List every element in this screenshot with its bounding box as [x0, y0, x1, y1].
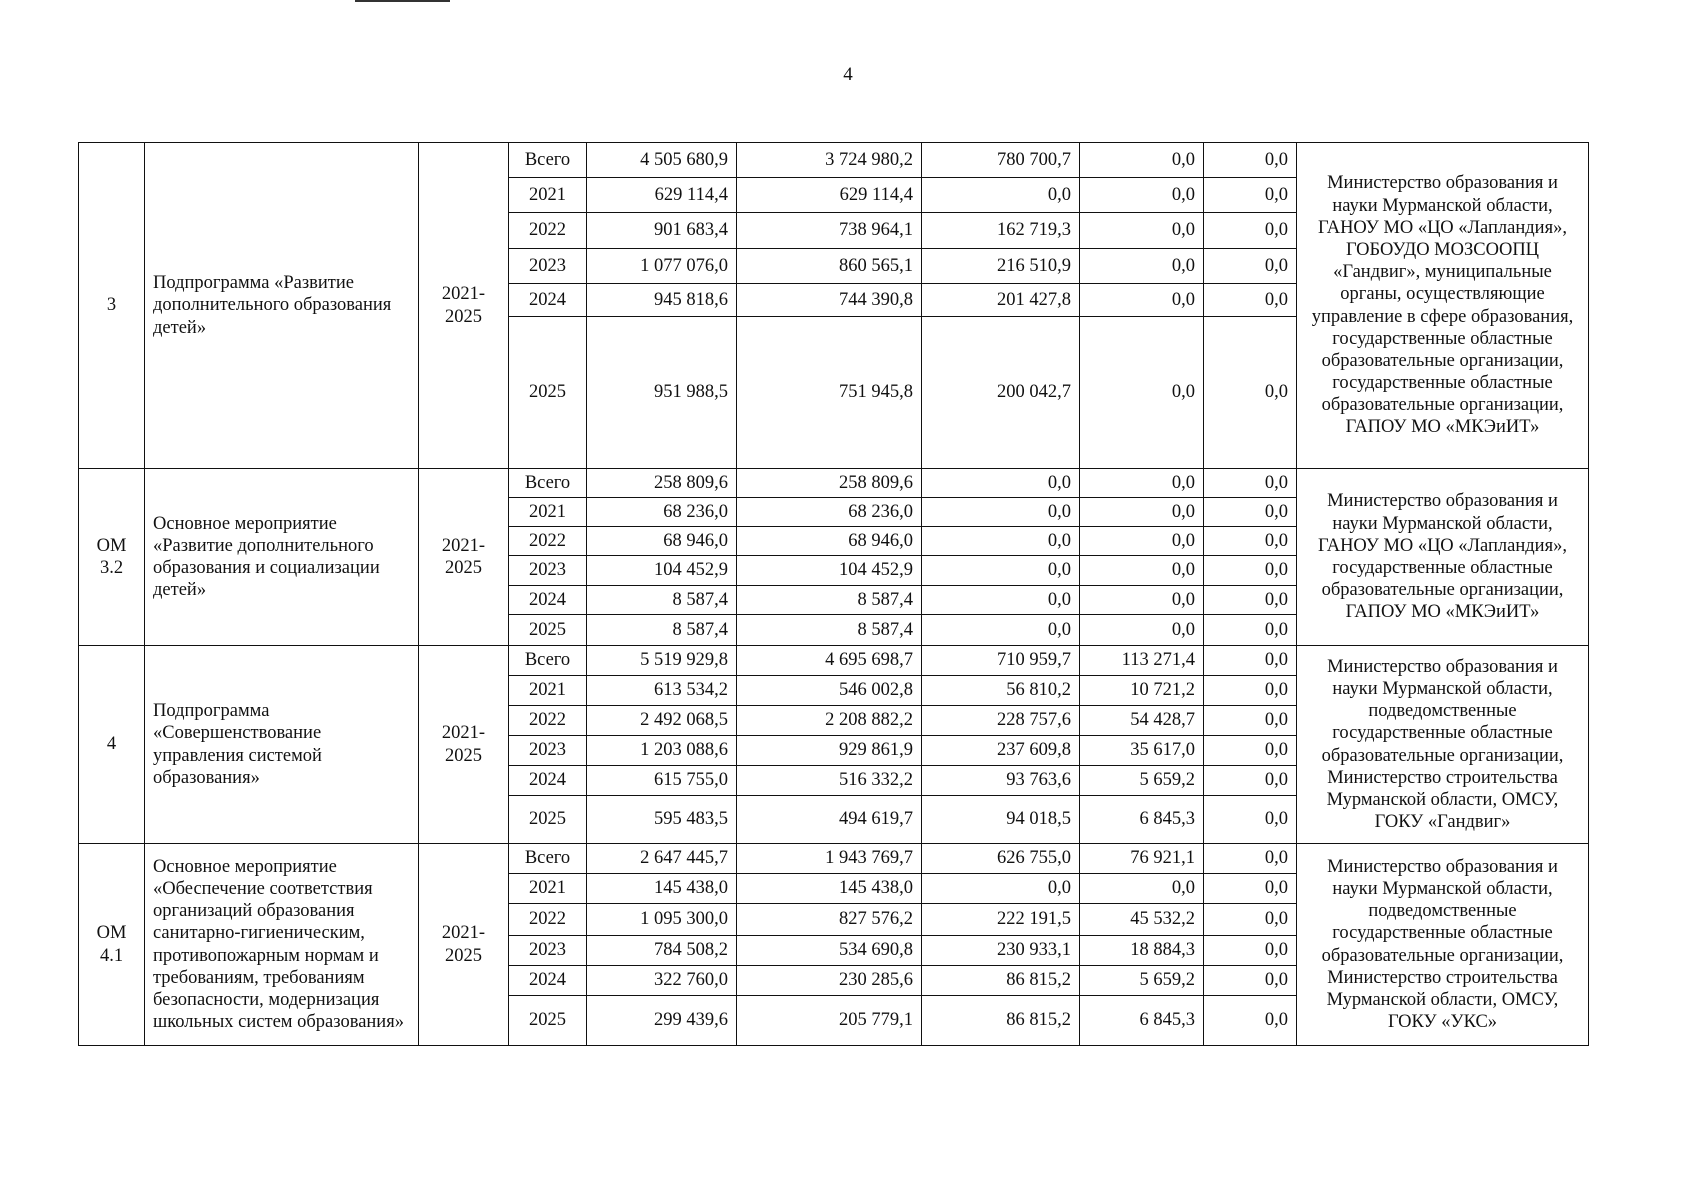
value-cell: 35 617,0 — [1080, 736, 1204, 766]
year-cell: 2025 — [509, 796, 587, 844]
value-cell: 0,0 — [1204, 706, 1297, 736]
year-cell: 2023 — [509, 736, 587, 766]
value-cell: 613 534,2 — [587, 676, 737, 706]
value-cell: 8 587,4 — [737, 615, 922, 646]
value-cell: 615 755,0 — [587, 766, 737, 796]
value-cell: 68 946,0 — [737, 527, 922, 556]
value-cell: 68 236,0 — [587, 498, 737, 527]
value-cell: 0,0 — [1080, 213, 1204, 249]
table-row — [79, 143, 1589, 178]
value-cell: 94 018,5 — [922, 796, 1080, 844]
year-cell: Всего — [509, 844, 587, 874]
value-cell: 6 845,3 — [1080, 796, 1204, 844]
program-name: Подпрограмма «Развитие дополнительного образования детей» — [145, 143, 419, 469]
value-cell: 299 439,6 — [587, 996, 737, 1046]
executor: Министерство образования и науки Мурманской области, ГАНОУ МО «ЦО «Лапландия», государственные областные образовательные организации, ГАПОУ МО «МКЭиИТ» — [1297, 469, 1589, 646]
value-cell: 5 519 929,8 — [587, 646, 737, 676]
value-cell: 0,0 — [1080, 469, 1204, 498]
program-name: Основное мероприятие «Обеспечение соответствия организаций образования санитарно-гигиеническим, противопожарным нормам и требованиям, требованиям безопасности, модернизация школьных систем образования» — [145, 844, 419, 1046]
value-cell: 258 809,6 — [737, 469, 922, 498]
year-cell: Всего — [509, 143, 587, 178]
value-cell: 546 002,8 — [737, 676, 922, 706]
value-cell: 0,0 — [922, 498, 1080, 527]
value-cell: 0,0 — [1080, 615, 1204, 646]
value-cell: 2 647 445,7 — [587, 844, 737, 874]
year-cell: 2025 — [509, 317, 587, 469]
value-cell: 0,0 — [922, 556, 1080, 586]
value-cell: 945 818,6 — [587, 284, 737, 317]
page-number: 4 — [843, 64, 853, 85]
value-cell: 237 609,8 — [922, 736, 1080, 766]
period: 2021-2025 — [419, 143, 509, 469]
table-row — [79, 469, 1589, 498]
value-cell: 0,0 — [1204, 676, 1297, 706]
value-cell: 0,0 — [1204, 796, 1297, 844]
value-cell: 56 810,2 — [922, 676, 1080, 706]
value-cell: 0,0 — [1080, 178, 1204, 213]
value-cell: 0,0 — [1204, 766, 1297, 796]
value-cell: 0,0 — [922, 874, 1080, 904]
value-cell: 0,0 — [922, 469, 1080, 498]
value-cell: 0,0 — [922, 586, 1080, 615]
row-number: 4 — [79, 646, 145, 844]
value-cell: 258 809,6 — [587, 469, 737, 498]
value-cell: 744 390,8 — [737, 284, 922, 317]
value-cell: 8 587,4 — [587, 615, 737, 646]
value-cell: 0,0 — [1080, 527, 1204, 556]
value-cell: 516 332,2 — [737, 766, 922, 796]
value-cell: 200 042,7 — [922, 317, 1080, 469]
year-cell: 2021 — [509, 676, 587, 706]
value-cell: 629 114,4 — [587, 178, 737, 213]
value-cell: 104 452,9 — [587, 556, 737, 586]
value-cell: 0,0 — [1204, 874, 1297, 904]
value-cell: 751 945,8 — [737, 317, 922, 469]
value-cell: 0,0 — [1080, 556, 1204, 586]
value-cell: 0,0 — [1204, 284, 1297, 317]
value-cell: 494 619,7 — [737, 796, 922, 844]
value-cell: 93 763,6 — [922, 766, 1080, 796]
value-cell: 0,0 — [1080, 284, 1204, 317]
value-cell: 738 964,1 — [737, 213, 922, 249]
period: 2021-2025 — [419, 844, 509, 1046]
row-number: 3 — [79, 143, 145, 469]
funding-table — [78, 142, 1589, 1046]
year-cell: Всего — [509, 646, 587, 676]
value-cell: 45 532,2 — [1080, 904, 1204, 936]
value-cell: 860 565,1 — [737, 249, 922, 284]
value-cell: 0,0 — [1204, 143, 1297, 178]
value-cell: 0,0 — [1204, 646, 1297, 676]
value-cell: 901 683,4 — [587, 213, 737, 249]
year-cell: 2024 — [509, 966, 587, 996]
value-cell: 780 700,7 — [922, 143, 1080, 178]
value-cell: 104 452,9 — [737, 556, 922, 586]
value-cell: 0,0 — [1204, 469, 1297, 498]
value-cell: 0,0 — [1080, 317, 1204, 469]
value-cell: 0,0 — [922, 527, 1080, 556]
value-cell: 534 690,8 — [737, 936, 922, 966]
period: 2021-2025 — [419, 646, 509, 844]
value-cell: 0,0 — [1080, 498, 1204, 527]
value-cell: 5 659,2 — [1080, 966, 1204, 996]
value-cell: 595 483,5 — [587, 796, 737, 844]
value-cell: 827 576,2 — [737, 904, 922, 936]
value-cell: 0,0 — [922, 178, 1080, 213]
value-cell: 230 285,6 — [737, 966, 922, 996]
table-row — [79, 844, 1589, 874]
value-cell: 0,0 — [1204, 498, 1297, 527]
year-cell: 2022 — [509, 904, 587, 936]
value-cell: 145 438,0 — [587, 874, 737, 904]
value-cell: 54 428,7 — [1080, 706, 1204, 736]
table-body — [79, 143, 1589, 1046]
value-cell: 8 587,4 — [587, 586, 737, 615]
value-cell: 1 203 088,6 — [587, 736, 737, 766]
value-cell: 0,0 — [922, 615, 1080, 646]
value-cell: 1 095 300,0 — [587, 904, 737, 936]
value-cell: 0,0 — [1204, 966, 1297, 996]
value-cell: 18 884,3 — [1080, 936, 1204, 966]
value-cell: 230 933,1 — [922, 936, 1080, 966]
value-cell: 145 438,0 — [737, 874, 922, 904]
executor: Министерство образования и науки Мурманской области, ГАНОУ МО «ЦО «Лапландия», ГОБОУДО МОЗСООПЦ «Гандвиг», муниципальные органы, осуществляющие управление в сфере образования, государственные областные образовательные организации, государственные областные образовательные организации, ГАПОУ МО «МКЭиИТ» — [1297, 143, 1589, 469]
value-cell: 113 271,4 — [1080, 646, 1204, 676]
value-cell: 228 757,6 — [922, 706, 1080, 736]
year-cell: 2023 — [509, 936, 587, 966]
value-cell: 68 236,0 — [737, 498, 922, 527]
value-cell: 629 114,4 — [737, 178, 922, 213]
year-cell: 2025 — [509, 615, 587, 646]
value-cell: 201 427,8 — [922, 284, 1080, 317]
year-cell: 2025 — [509, 996, 587, 1046]
value-cell: 4 695 698,7 — [737, 646, 922, 676]
year-cell: 2021 — [509, 498, 587, 527]
value-cell: 86 815,2 — [922, 996, 1080, 1046]
value-cell: 0,0 — [1204, 586, 1297, 615]
value-cell: 4 505 680,9 — [587, 143, 737, 178]
year-cell: 2024 — [509, 284, 587, 317]
year-cell: 2023 — [509, 249, 587, 284]
value-cell: 951 988,5 — [587, 317, 737, 469]
value-cell: 0,0 — [1080, 143, 1204, 178]
value-cell: 162 719,3 — [922, 213, 1080, 249]
value-cell: 5 659,2 — [1080, 766, 1204, 796]
value-cell: 3 724 980,2 — [737, 143, 922, 178]
executor: Министерство образования и науки Мурманской области, подведомственные государственные областные образовательные организации, Министерство строительства Мурманской области, ОМСУ, ГОКУ «УКС» — [1297, 844, 1589, 1046]
row-number: ОМ 3.2 — [79, 469, 145, 646]
year-cell: 2023 — [509, 556, 587, 586]
value-cell: 86 815,2 — [922, 966, 1080, 996]
value-cell: 76 921,1 — [1080, 844, 1204, 874]
value-cell: 0,0 — [1204, 178, 1297, 213]
value-cell: 710 959,7 — [922, 646, 1080, 676]
value-cell: 0,0 — [1204, 317, 1297, 469]
value-cell: 222 191,5 — [922, 904, 1080, 936]
year-cell: 2024 — [509, 586, 587, 615]
value-cell: 10 721,2 — [1080, 676, 1204, 706]
top-edge-mark — [355, 0, 450, 2]
year-cell: 2021 — [509, 874, 587, 904]
value-cell: 205 779,1 — [737, 996, 922, 1046]
value-cell: 2 492 068,5 — [587, 706, 737, 736]
year-cell: 2022 — [509, 213, 587, 249]
value-cell: 0,0 — [1204, 213, 1297, 249]
table-row — [79, 646, 1589, 676]
value-cell: 0,0 — [1204, 556, 1297, 586]
year-cell: 2022 — [509, 706, 587, 736]
value-cell: 0,0 — [1204, 736, 1297, 766]
value-cell: 626 755,0 — [922, 844, 1080, 874]
value-cell: 322 760,0 — [587, 966, 737, 996]
program-name: Основное мероприятие «Развитие дополнительного образования и социализации детей» — [145, 469, 419, 646]
period: 2021-2025 — [419, 469, 509, 646]
year-cell: 2024 — [509, 766, 587, 796]
value-cell: 68 946,0 — [587, 527, 737, 556]
value-cell: 216 510,9 — [922, 249, 1080, 284]
value-cell: 0,0 — [1204, 904, 1297, 936]
year-cell: Всего — [509, 469, 587, 498]
year-cell: 2022 — [509, 527, 587, 556]
value-cell: 0,0 — [1080, 874, 1204, 904]
value-cell: 0,0 — [1204, 249, 1297, 284]
value-cell: 0,0 — [1204, 844, 1297, 874]
executor: Министерство образования и науки Мурманской области, подведомственные государственные областные образовательные организации, Министерство строительства Мурманской области, ОМСУ, ГОКУ «Гандвиг» — [1297, 646, 1589, 844]
value-cell: 2 208 882,2 — [737, 706, 922, 736]
value-cell: 784 508,2 — [587, 936, 737, 966]
value-cell: 0,0 — [1080, 249, 1204, 284]
value-cell: 0,0 — [1204, 996, 1297, 1046]
value-cell: 0,0 — [1080, 586, 1204, 615]
value-cell: 1 077 076,0 — [587, 249, 737, 284]
value-cell: 1 943 769,7 — [737, 844, 922, 874]
value-cell: 8 587,4 — [737, 586, 922, 615]
value-cell: 6 845,3 — [1080, 996, 1204, 1046]
value-cell: 0,0 — [1204, 527, 1297, 556]
value-cell: 0,0 — [1204, 936, 1297, 966]
row-number: ОМ 4.1 — [79, 844, 145, 1046]
value-cell: 0,0 — [1204, 615, 1297, 646]
program-name: Подпрограмма «Совершенствование управления системой образования» — [145, 646, 419, 844]
year-cell: 2021 — [509, 178, 587, 213]
value-cell: 929 861,9 — [737, 736, 922, 766]
